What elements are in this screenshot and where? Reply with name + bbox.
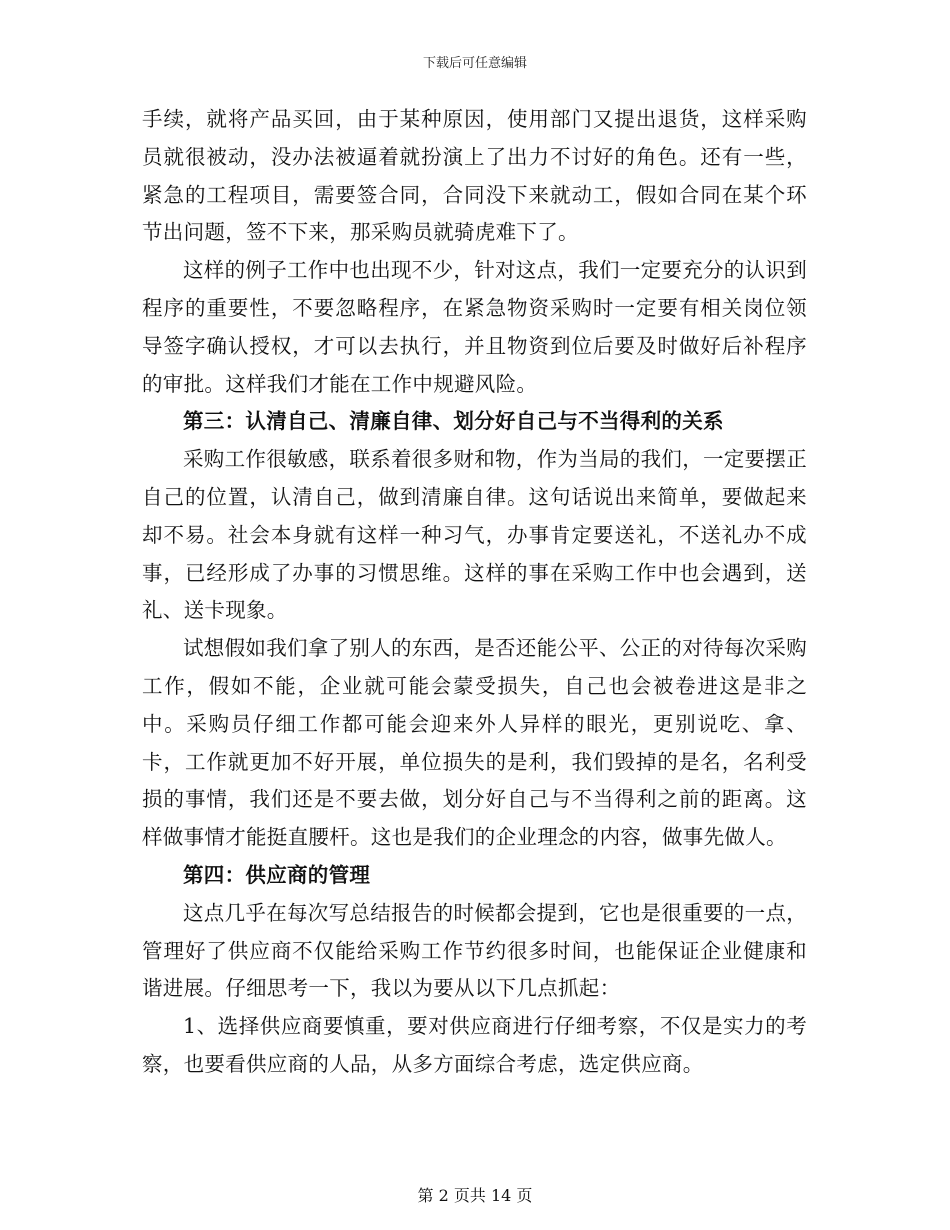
page-header-note: 下载后可任意编辑: [422, 56, 527, 71]
page-number-footer: 第 2 页共 14 页: [417, 1186, 533, 1205]
paragraph-supplier-selection: 1、选择供应商要慎重，要对供应商进行仔细考察，不仅是实力的考察，也要看供应商的人品，从多方面综合考虑，选定供应商。: [142, 1014, 807, 1076]
section-heading-three: 第三：认清自己、清廉自律、划分好自己与不当得利的关系: [183, 409, 724, 434]
section-heading-four: 第四：供应商的管理: [183, 862, 371, 887]
document-body: [142, 101, 807, 1084]
paragraph-procedure-importance: 这样的例子工作中也出现不少，针对这点，我们一定要充分的认识到程序的重要性，不要忽略程序，在紧急物资采购时一定要有相关岗位领导签字确认授权，才可以去执行，并且物资到位后要及时做好后补程序的审批。这样我们才能在工作中规避风险。: [142, 258, 807, 396]
paragraph-continuation: 手续，就将产品买回，由于某种原因，使用部门又提出退货，这样采购员就很被动，没办法被逼着就扮演上了出力不讨好的角色。还有一些，紧急的工程项目，需要签合同，合同没下来就动工，假如合同在某个环节出问题，签不下来，那采购员就骑虎难下了。: [142, 107, 807, 245]
paragraph-supplier-management: 这点几乎在每次写总结报告的时候都会提到，它也是很重要的一点，管理好了供应商不仅能给采购工作节约很多时间，也能保证企业健康和谐进展。仔细思考一下，我以为要从以下几点抓起：: [142, 900, 807, 1001]
paragraph-fairness: 试想假如我们拿了别人的东西，是否还能公平、公正的对待每次采购工作，假如不能，企业就可能会蒙受损失，自己也会被卷进这是非之中。采购员仔细工作都可能会迎来外人异样的眼光，更别说吃、拿、卡，工作就更加不好开展，单位损失的是利，我们毁掉的是名，名利受损的事情，我们还是不要去做，划分好自己与不当得利之前的距离。这样做事情才能挺直腰杆。这也是我们的企业理念的内容，做事先做人。: [142, 636, 807, 850]
paragraph-self-discipline: 采购工作很敏感，联系着很多财和物，作为当局的我们，一定要摆正自己的位置，认清自己，做到清廉自律。这句话说出来简单，要做起来却不易。社会本身就有这样一种习气，办事肯定要送礼，不送礼办不成事，已经形成了办事的习惯思维。这样的事在采购工作中也会遇到，送礼、送卡现象。: [142, 447, 807, 623]
